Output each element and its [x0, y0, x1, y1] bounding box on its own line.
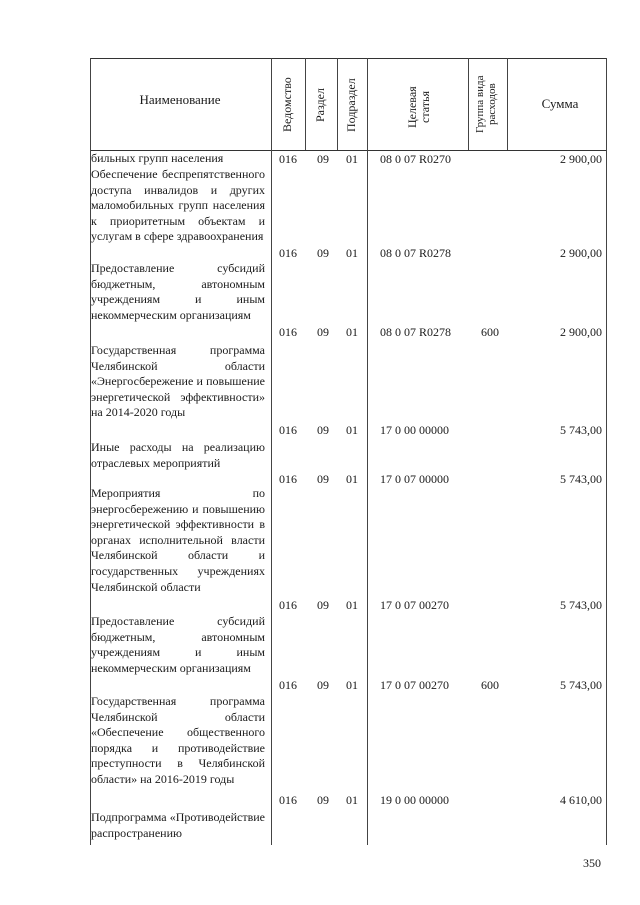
row-podrazdel: 01 [346, 152, 358, 166]
column-divider [507, 58, 508, 150]
header-razdel: Раздел [313, 88, 327, 122]
row-gruppa: 600 [481, 678, 499, 692]
row-name: Подпрограмма «Противодействие распространению [91, 810, 265, 840]
row-razdel: 09 [317, 246, 329, 260]
row-name: Мероприятия по энергосбережению и повышению энергетической эффективности в органах исполнительной власти Челябинской области и государственных учреждениях Челябинской области [91, 486, 265, 594]
page-number: 350 [583, 856, 601, 870]
row-podrazdel: 01 [346, 598, 358, 612]
row-celevaya-statya: 19 0 00 00000 [380, 793, 449, 807]
column-divider [606, 58, 607, 845]
row-name: Иные расходы на реализацию отраслевых мероприятий [91, 440, 265, 470]
row-podrazdel: 01 [346, 678, 358, 692]
row-celevaya-statya: 08 0 07 R0278 [380, 325, 452, 339]
row-summa: 5 743,00 [560, 472, 602, 486]
row-summa: 5 743,00 [560, 598, 602, 612]
row-razdel: 09 [317, 678, 329, 692]
row-celevaya-statya: 17 0 00 00000 [380, 423, 449, 437]
row-name: Предоставление субсидий бюджетным, автономным учреждениям и иным некоммерческим организациям [91, 261, 265, 322]
row-summa: 2 900,00 [560, 152, 602, 166]
row-razdel: 09 [317, 423, 329, 437]
row-vedomstvo: 016 [279, 598, 297, 612]
row-vedomstvo: 016 [279, 793, 297, 807]
row-celevaya-statya: 17 0 07 00000 [380, 472, 449, 486]
header-celevaya-statya: Целевая статья [405, 86, 432, 128]
column-divider [367, 58, 368, 845]
row-podrazdel: 01 [346, 246, 358, 260]
row-name: Предоставление субсидий бюджетным, автономным учреждениям и иным некоммерческим организациям [91, 614, 265, 675]
row-gruppa: 600 [481, 325, 499, 339]
row-vedomstvo: 016 [279, 678, 297, 692]
row-vedomstvo: 016 [279, 152, 297, 166]
row-razdel: 09 [317, 472, 329, 486]
row-summa: 2 900,00 [560, 246, 602, 260]
row-podrazdel: 01 [346, 472, 358, 486]
row-podrazdel: 01 [346, 423, 358, 437]
header-podrazdel: Подраздел [344, 78, 358, 132]
row-razdel: 09 [317, 152, 329, 166]
header-name: Наименование [139, 92, 221, 107]
row-summa: 5 743,00 [560, 423, 602, 437]
row-podrazdel: 01 [346, 793, 358, 807]
header-vedomstvo: Ведомство [280, 77, 294, 133]
row-podrazdel: 01 [346, 325, 358, 339]
column-divider [305, 58, 306, 150]
row-celevaya-statya: 17 0 07 00270 [380, 598, 449, 612]
row-summa: 2 900,00 [560, 325, 602, 339]
row-celevaya-statya: 08 0 07 R0278 [380, 246, 452, 260]
row-summa: 5 743,00 [560, 678, 602, 692]
column-divider [468, 58, 469, 150]
row-vedomstvo: 016 [279, 246, 297, 260]
row-razdel: 09 [317, 598, 329, 612]
row-vedomstvo: 016 [279, 423, 297, 437]
row-vedomstvo: 016 [279, 472, 297, 486]
header-gruppa-vida-rashodov: Группа вида расходов [474, 75, 498, 133]
row-name: бильных групп населения [91, 151, 224, 165]
row-razdel: 09 [317, 793, 329, 807]
row-vedomstvo: 016 [279, 325, 297, 339]
header-summa: Сумма [541, 96, 579, 111]
row-razdel: 09 [317, 325, 329, 339]
row-celevaya-statya: 17 0 07 00270 [380, 678, 449, 692]
column-divider [337, 58, 338, 150]
row-name: Государственная программа Челябинской области «Обеспечение общественного порядка и противодействие преступности в Челябинской области» на 2016-2019 годы [91, 694, 265, 786]
header-top-border [90, 58, 606, 59]
row-summa: 4 610,00 [560, 793, 602, 807]
row-name: Государственная программа Челябинской области «Энергосбережение и повышение энергетической эффективности» на 2014-2020 годы [91, 343, 265, 420]
column-divider [271, 58, 272, 845]
row-name: Обеспечение беспрепятственного доступа инвалидов и других маломобильных групп населения к приоритетным объектам и услугам в сфере здравоохранения [91, 167, 265, 244]
row-celevaya-statya: 08 0 07 R0270 [380, 152, 452, 166]
